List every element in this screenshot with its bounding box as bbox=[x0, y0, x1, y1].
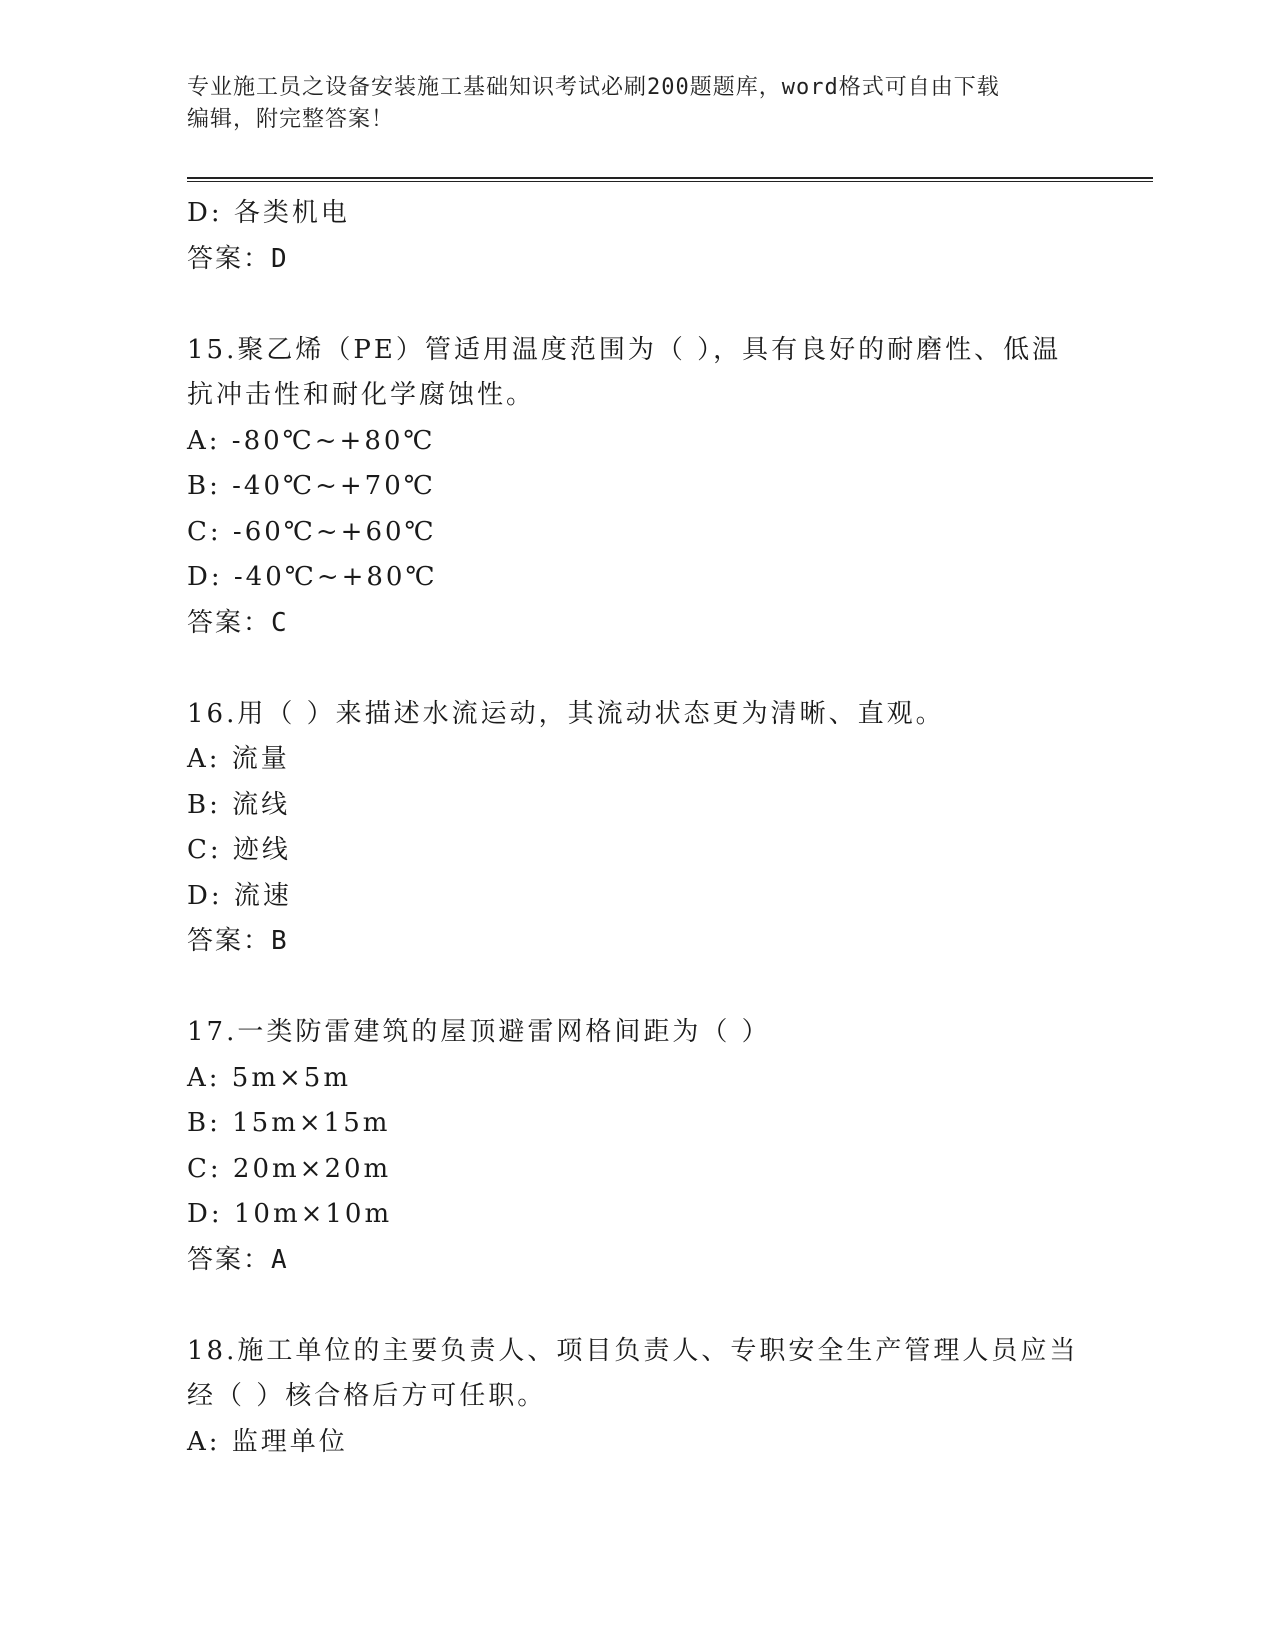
question-list bbox=[187, 191, 1087, 1465]
page-header bbox=[187, 72, 1087, 136]
question-14-option-d: D: 各类机电 bbox=[187, 198, 350, 228]
question-15-stem-line-2: 抗冲击性和耐化学腐蚀性。 bbox=[187, 380, 536, 410]
question-16-option-b: B: 流线 bbox=[187, 789, 291, 820]
question-15-option-a: A: -80℃~+80℃ bbox=[187, 425, 436, 456]
header-title-line-2: 编辑，附完整答案！ bbox=[187, 107, 395, 132]
question-spacer bbox=[187, 282, 1087, 328]
question-17-stem-line-1: 17.一类防雷建筑的屋顶避雷网格间距为（ ） bbox=[187, 1017, 771, 1047]
header-title-line-1: 专业施工员之设备安装施工基础知识考试必刷200题题库，word格式可自由下载 bbox=[187, 75, 1000, 100]
question-18-stem-line-2: 经（ ）核合格后方可任职。 bbox=[187, 1381, 547, 1411]
question-14-answer: 答案：D bbox=[187, 243, 289, 274]
question-16-option-d: D: 流速 bbox=[187, 880, 292, 911]
question-18-stem-line-1: 18.施工单位的主要负责人、项目负责人、专职安全生产管理人员应当 bbox=[187, 1335, 1079, 1366]
question-16-stem-line-1: 16.用（ ）来描述水流运动，其流动状态更为清晰、直观。 bbox=[187, 698, 945, 729]
question-17-option-a: A: 5m×5m bbox=[187, 1062, 351, 1093]
question-16-answer: 答案：B bbox=[187, 926, 289, 956]
question-16-option-a: A: 流量 bbox=[187, 744, 290, 774]
question-spacer bbox=[187, 646, 1087, 692]
question-15-option-d: D: -40℃~+80℃ bbox=[187, 562, 438, 592]
question-18-option-a: A: 监理单位 bbox=[187, 1426, 348, 1457]
question-17-option-d: D: 10m×10m bbox=[187, 1199, 393, 1229]
question-15-option-c: C: -60℃~+60℃ bbox=[187, 516, 437, 547]
question-15-answer: 答案：C bbox=[187, 607, 289, 638]
question-spacer bbox=[187, 965, 1087, 1011]
question-15-option-b: B: -40℃~+70℃ bbox=[187, 471, 436, 501]
question-17-option-b: B: 15m×15m bbox=[187, 1108, 391, 1138]
header-divider bbox=[187, 177, 1153, 182]
question-16-option-c: C: 迹线 bbox=[187, 835, 291, 865]
question-15-stem-line-1: 15.聚乙烯（PE）管适用温度范围为（ ），具有良好的耐磨性、低温 bbox=[187, 334, 1062, 365]
question-spacer bbox=[187, 1283, 1087, 1329]
question-17-answer: 答案：A bbox=[187, 1244, 289, 1275]
question-17-option-c: C: 20m×20m bbox=[187, 1153, 392, 1184]
